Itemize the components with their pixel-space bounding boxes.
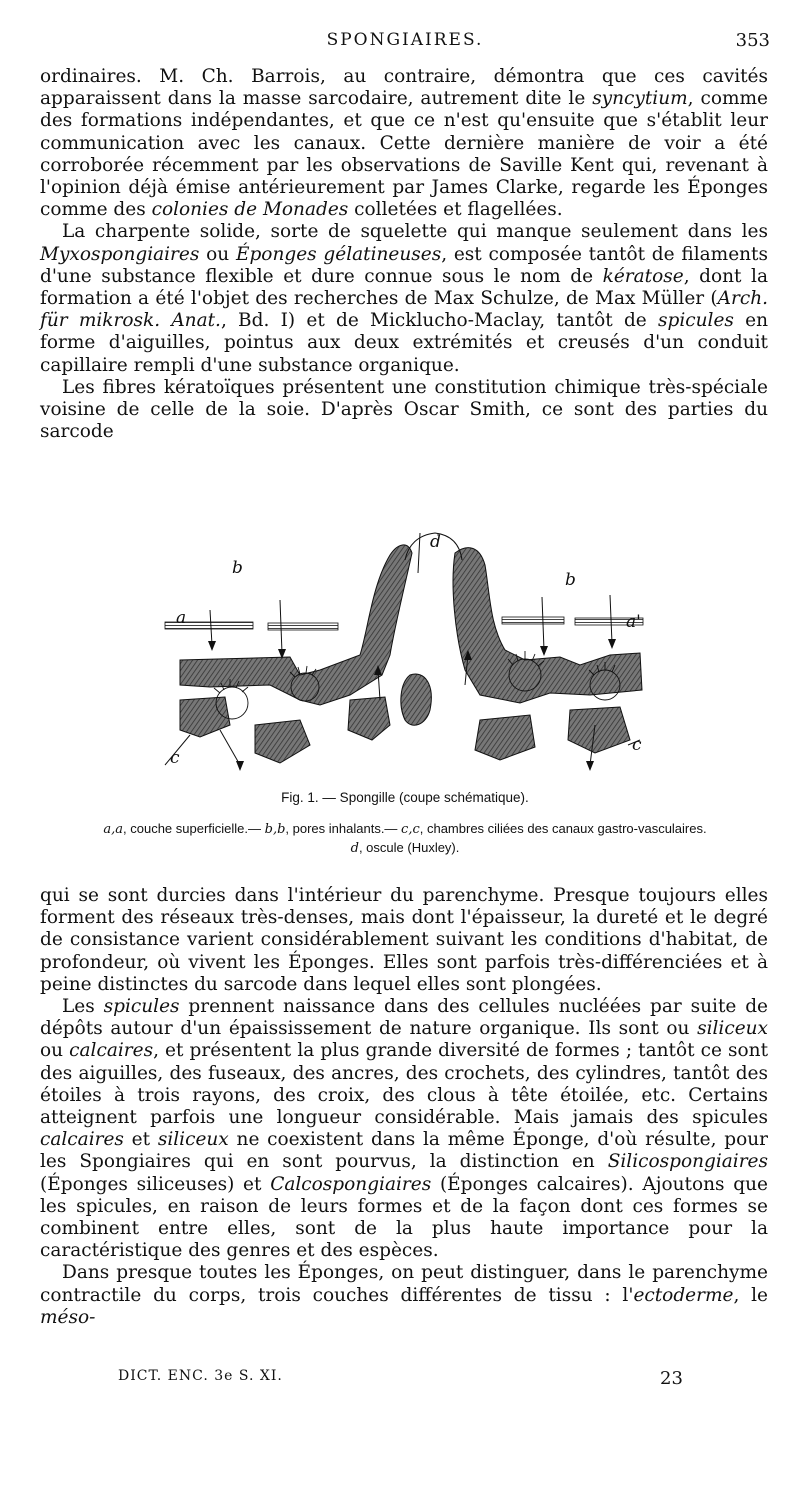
- page-number: 353: [735, 30, 770, 51]
- superficial-layer: [165, 617, 643, 630]
- figure-caption-title: Fig. 1. — Spongille (coupe schématique).: [281, 790, 529, 805]
- paragraph: La charpente solide, sorte de squelette qui manque seulement dans les Myxospongiaires ou Éponges gélatineuses, est composée tantôt de filaments d'une substance flexible et dure connue sous le nom de kératose, dont la formation a été l'objet des recherches de Max Schulze, de Max Müller (Arch. für mikrosk. Anat., Bd. I) et de Micklucho-Maclay, tantôt de spicules en forme d'aiguilles, pointus aux deux extrémités et creusés d'un conduit capillaire rempli d'une substance organique.: [40, 221, 768, 376]
- label-c-right: c: [632, 735, 642, 755]
- label-a-left: a: [176, 608, 187, 628]
- legend-line: d, oscule (Huxley).: [350, 840, 460, 856]
- label-a-right: a': [626, 612, 641, 632]
- label-b-right: b: [565, 570, 576, 590]
- figure-caption-legend: [40, 820, 770, 858]
- paragraph: Dans presque toutes les Éponges, on peut distinguer, dans le parenchyme contractile du corps, trois couches différentes de tissu : l'ectoderme, le méso-: [40, 1262, 768, 1328]
- page-header: [40, 30, 770, 58]
- label-d: d: [430, 532, 441, 552]
- paragraph: qui se sont durcies dans l'intérieur du parenchyme. Presque toujours elles forment des réseaux très-denses, mais dont l'épaisseur, la dureté et le degré de consistance varient considérablement suivant les conditions d'habitat, de profondeur, où vivent les Éponges. Elles sont parfois très-différenciées et à peine distinctes du sarcode dans lequel elles sont plongées.: [40, 885, 768, 995]
- text-block-top: [40, 66, 768, 443]
- paragraph: ordinaires. M. Ch. Barrois, au contraire, démontra que ces cavités apparaissent dans la masse sarcodaire, autrement dite le syncytium, comme des formations indépendantes, et que ce n'est qu'ensuite que s'établit leur communication avec les canaux. Cette dernière manière de voir a été corroborée récemment par les observations de Saville Kent qui, revenant à l'opinion déjà émise antérieurement par James Clarke, regarde les Éponges comme des colonies de Monades colletées et flagellées.: [40, 66, 768, 221]
- signature-mark: DICT. ENC. 3e S. XI.: [118, 1368, 283, 1384]
- label-b-left: b: [232, 558, 243, 578]
- paragraph: Les spicules prennent naissance dans des cellules nucléées par suite de dépôts autour d'un épaississement de nature organique. Ils sont ou siliceux ou calcaires, et présentent la plus grande diversité de formes ; tantôt ce sont des aiguilles, des fuseaux, des ancres, des crochets, des cylindres, tantôt des étoiles à trois rayons, des croix, des clous à tête étoilée, etc. Certains atteignent parfois une longueur considérable. Mais jamais des spicules calcaires et siliceux ne coexistent dans la même Éponge, d'où résulte, pour les Spongiaires qui en sont pourvus, la distinction en Silicospongiaires (Éponges siliceuses) et Calcospongiaires (Éponges calcaires). Ajoutons que les spicules, en raison de leurs formes et de la façon dont ces formes se combinent entre elles, sont de la plus haute importance pour la caractéristique des genres et des espèces.: [40, 996, 769, 1262]
- text-block-bottom: [40, 885, 768, 1329]
- legend-line: a,a, couche superficielle.— b,b, pores inhalants.— c,c, chambres ciliées des canaux gastro-vasculaires.: [103, 821, 707, 837]
- figure-spongille-section: [150, 525, 660, 780]
- paragraph: Les fibres kératoïques présentent une constitution chimique très-spéciale voisine de celle de la soie. D'après Oscar Smith, ce sont des parties du sarcode: [40, 376, 768, 443]
- sheet-number: 23: [660, 1368, 683, 1389]
- running-title: SPONGIAIRES.: [326, 30, 484, 50]
- spongille-diagram: [150, 525, 660, 780]
- page-footer: [118, 1368, 718, 1392]
- label-c-left: c: [170, 748, 180, 768]
